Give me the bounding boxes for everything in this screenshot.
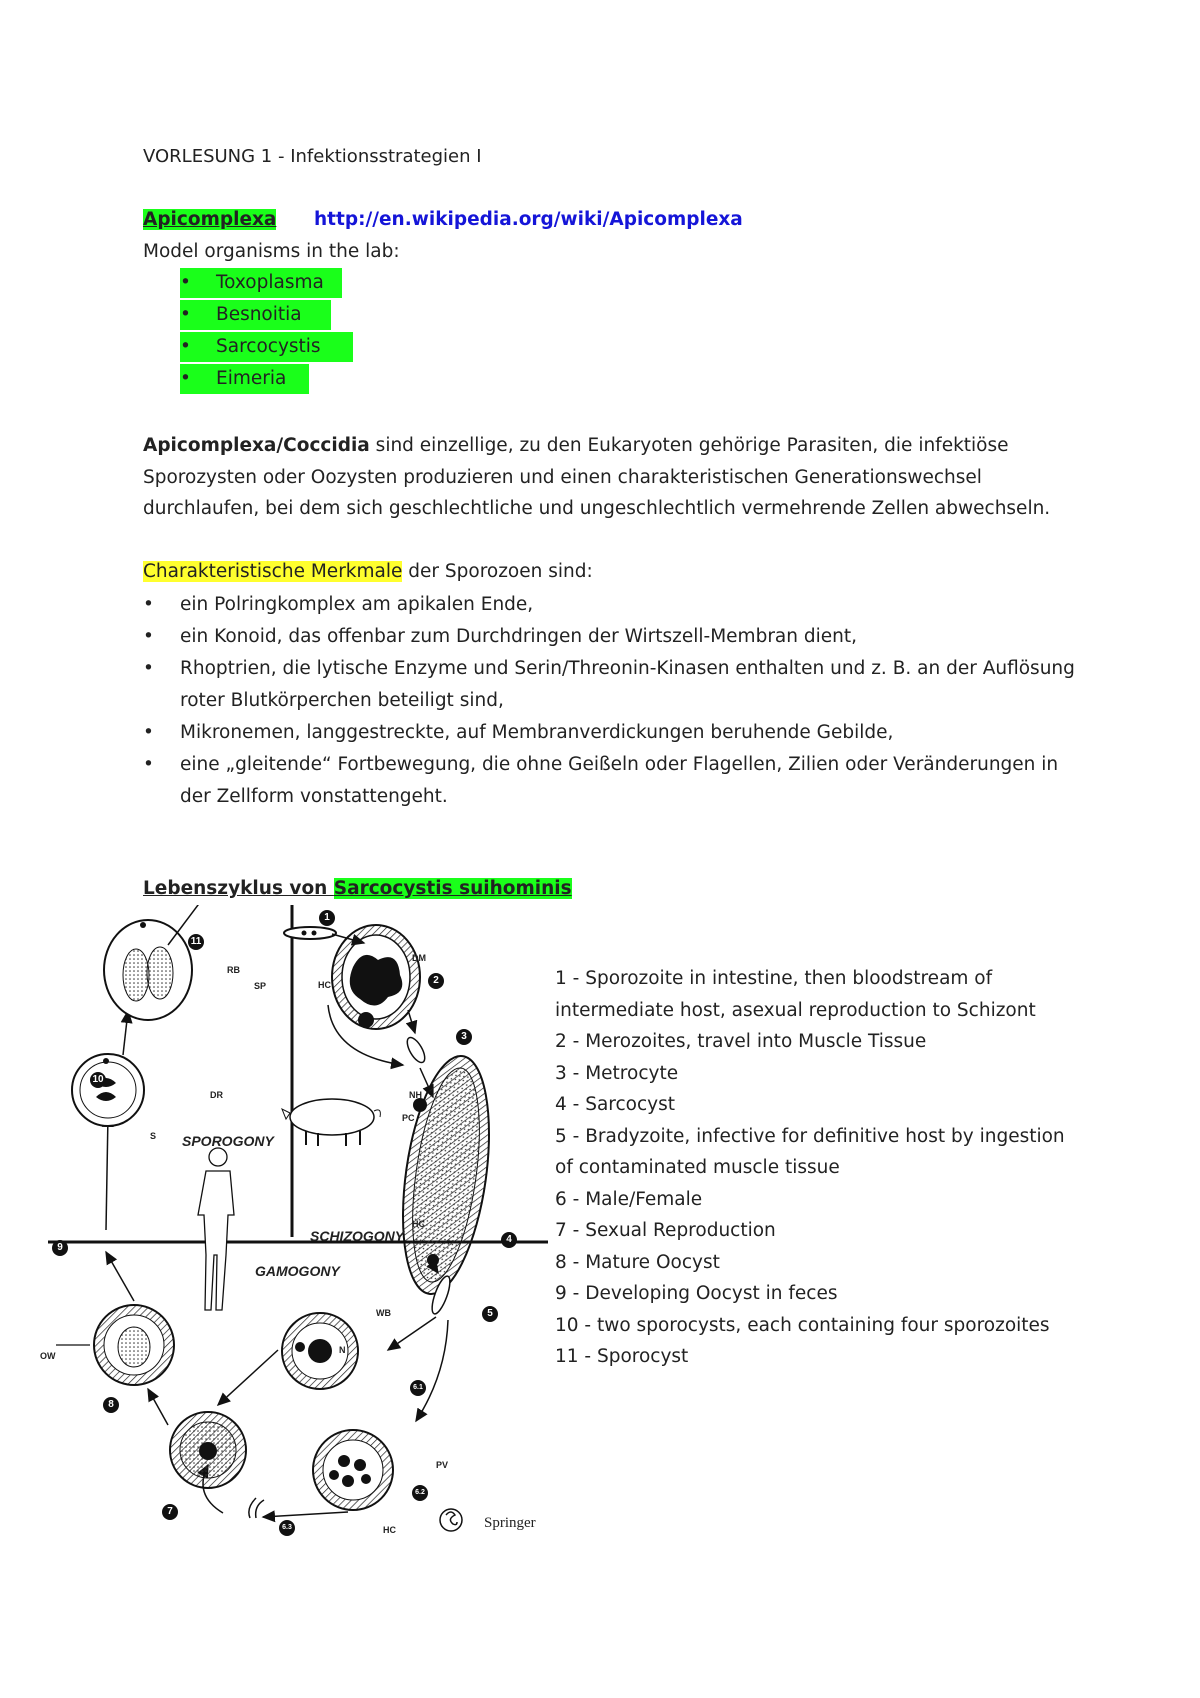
organism-item (180, 268, 342, 298)
intro-text: sind einzellige, zu den Eukaryoten gehörige Parasiten, die infektiöse Sporozysten oder Oozysten produzieren und einen charakteristischen Generationswechsel durchlaufen, bei dem sich geschlechtliche und ungeschlechtlich vermehrende Zellen abwechseln. (143, 435, 1051, 519)
feature-text: Mikronemen, langgestreckte, auf Membranverdickungen beruhende Gebilde, (180, 722, 894, 743)
stage-number-badge: 3 (456, 1029, 472, 1045)
organism-item (180, 364, 309, 394)
human-figure (198, 1148, 234, 1310)
diagram-label-pc: PC (402, 1113, 415, 1123)
organism-highlight (180, 332, 353, 362)
feature-text: eine „gleitende“ Fortbewegung, die ohne Geißeln oder Flagellen, Zilien oder Veränderungen in der Zellform vonstattengeht. (180, 754, 1059, 807)
lifecycle-heading-species: Sarcocystis suihominis (333, 878, 572, 899)
diagram-label-dm: DM (412, 953, 426, 963)
diagram-label-dr: DR (210, 1090, 223, 1100)
organism-item (180, 300, 331, 330)
diagram-label-hc: HC (383, 1525, 396, 1535)
stage-number-badge: 2 (428, 973, 444, 989)
organism-highlight (180, 268, 342, 298)
diagram-label-pv: PV (436, 1460, 449, 1470)
feature-text: ein Konoid, das offenbar zum Durchdringen der Wirtszell-Membran dient, (180, 626, 857, 647)
diagram-label-ow: OW (40, 1351, 56, 1361)
stage-number-badge: 6.2 (412, 1485, 428, 1501)
apicomplexa-heading-text: Apicomplexa (143, 209, 277, 230)
schizont-cell (332, 925, 420, 1029)
features-highlight: Charakteristische Merkmale (143, 561, 403, 582)
diagram-label-rb: RB (227, 965, 240, 975)
sporozoite-shape (284, 927, 336, 939)
feature-text: Rhoptrien, die lytische Enzyme und Serin/Threonin-Kinasen enthalten und z. B. an der Auflösung roter Blutkörperchen beteiligt sind, (180, 658, 1075, 711)
legend-item: 11 - Sporocyst (555, 1346, 689, 1367)
stage-number-badge: 7 (162, 1504, 178, 1520)
mature-oocyst-cell (94, 1305, 174, 1385)
stage-number-badge: 1 (319, 910, 335, 926)
legend-item: 1 - Sporozoite in intestine, then bloodstream of intermediate host, asexual reproduction to Schizont (555, 968, 1036, 1021)
bullet-icon: • (143, 626, 154, 647)
diagram-label-gamogony: GAMOGONY (255, 1263, 340, 1279)
lifecycle-heading (143, 874, 572, 904)
lifecycle-diagram (48, 905, 548, 1555)
legend-item: 10 - two sporocysts, each containing four sporozoites (555, 1314, 1050, 1336)
springer-logo (440, 1509, 462, 1531)
organism-name: Eimeria (216, 368, 287, 389)
organism-name: Sarcocystis (216, 336, 321, 357)
diagram-label-schizogony: SCHIZOGONY (310, 1228, 405, 1244)
diagram-label-sp: SP (254, 981, 267, 991)
legend-item: 8 - Mature Oocyst (555, 1251, 720, 1273)
stage-number-badge: 11 (188, 934, 204, 950)
feature-text: ein Polringkomplex am apikalen Ende, (180, 594, 534, 615)
bullet-icon: • (180, 368, 191, 389)
sarcocyst-cell (390, 1051, 503, 1300)
stage-number-badge: 9 (52, 1240, 68, 1256)
features-heading (143, 557, 593, 587)
diagram-label-hc: HC (318, 980, 331, 990)
organism-highlight (180, 364, 309, 394)
organism-name: Toxoplasma (216, 272, 324, 293)
stage-number-badge: 6.3 (279, 1520, 295, 1536)
legend-item: 9 - Developing Oocyst in feces (555, 1283, 838, 1304)
legend-item: 5 - Bradyzoite, infective for definitive host by ingestion of contaminated muscle tissue (555, 1125, 1065, 1178)
features-rest: der Sporozoen sind: (402, 561, 593, 582)
bullet-icon: • (143, 594, 154, 615)
lifecycle-heading-prefix: Lebenszyklus von (143, 878, 334, 899)
diagram-label-wb: WB (376, 1308, 391, 1318)
gamont-cell-6-2 (313, 1430, 393, 1510)
bullet-icon: • (143, 722, 154, 743)
legend-item: 7 - Sexual Reproduction (555, 1220, 776, 1241)
stage-number-badge: 5 (482, 1306, 498, 1322)
intro-paragraph (143, 430, 1063, 525)
pig-figure (282, 1099, 380, 1146)
bullet-icon: • (143, 658, 154, 679)
page-title: VORLESUNG 1 - Infektionsstrategien I (143, 146, 482, 167)
legend-item: 2 - Merozoites, travel into Muscle Tissue (555, 1031, 927, 1052)
model-organisms-label: Model organisms in the lab: (143, 241, 400, 262)
diagram-label-n: N (339, 1345, 346, 1355)
stage-number-badge: 4 (501, 1232, 517, 1248)
diagram-label-hc: HC (412, 1219, 425, 1229)
diagram-label-sporogony: SPOROGONY (182, 1133, 274, 1149)
diagram-label-nh: NH (409, 1090, 422, 1100)
diagram-label-s: S (150, 1131, 157, 1141)
intro-bold-term: Apicomplexa/Coccidia (143, 435, 370, 456)
stage-number-badge: 6.1 (410, 1380, 426, 1396)
organism-highlight (180, 300, 331, 330)
legend-item: 4 - Sarcocyst (555, 1094, 675, 1115)
bullet-icon: • (180, 272, 191, 293)
bullet-icon: • (143, 754, 154, 775)
wikipedia-link[interactable]: http://en.wikipedia.org/wiki/Apicomplexa (314, 209, 743, 230)
apicomplexa-heading (143, 205, 276, 235)
legend-item: 3 - Metrocyte (555, 1062, 679, 1084)
organism-item (180, 332, 353, 362)
gamont-cell-6-1 (282, 1313, 358, 1389)
legend-item: 6 - Male/Female (555, 1188, 703, 1210)
bullet-icon: • (180, 336, 191, 357)
stage-number-badge: 8 (103, 1397, 119, 1413)
zygote-cell (170, 1412, 246, 1488)
lifecycle-legend (555, 963, 1075, 1373)
diagram-label-publisher: Springer (484, 1515, 536, 1531)
developing-oocyst-cell (72, 1054, 144, 1126)
bullet-icon: • (180, 304, 191, 325)
stage-number-badge: 10 (90, 1072, 106, 1088)
organism-name: Besnoitia (216, 304, 302, 325)
sporocysts-cell (104, 920, 192, 1020)
